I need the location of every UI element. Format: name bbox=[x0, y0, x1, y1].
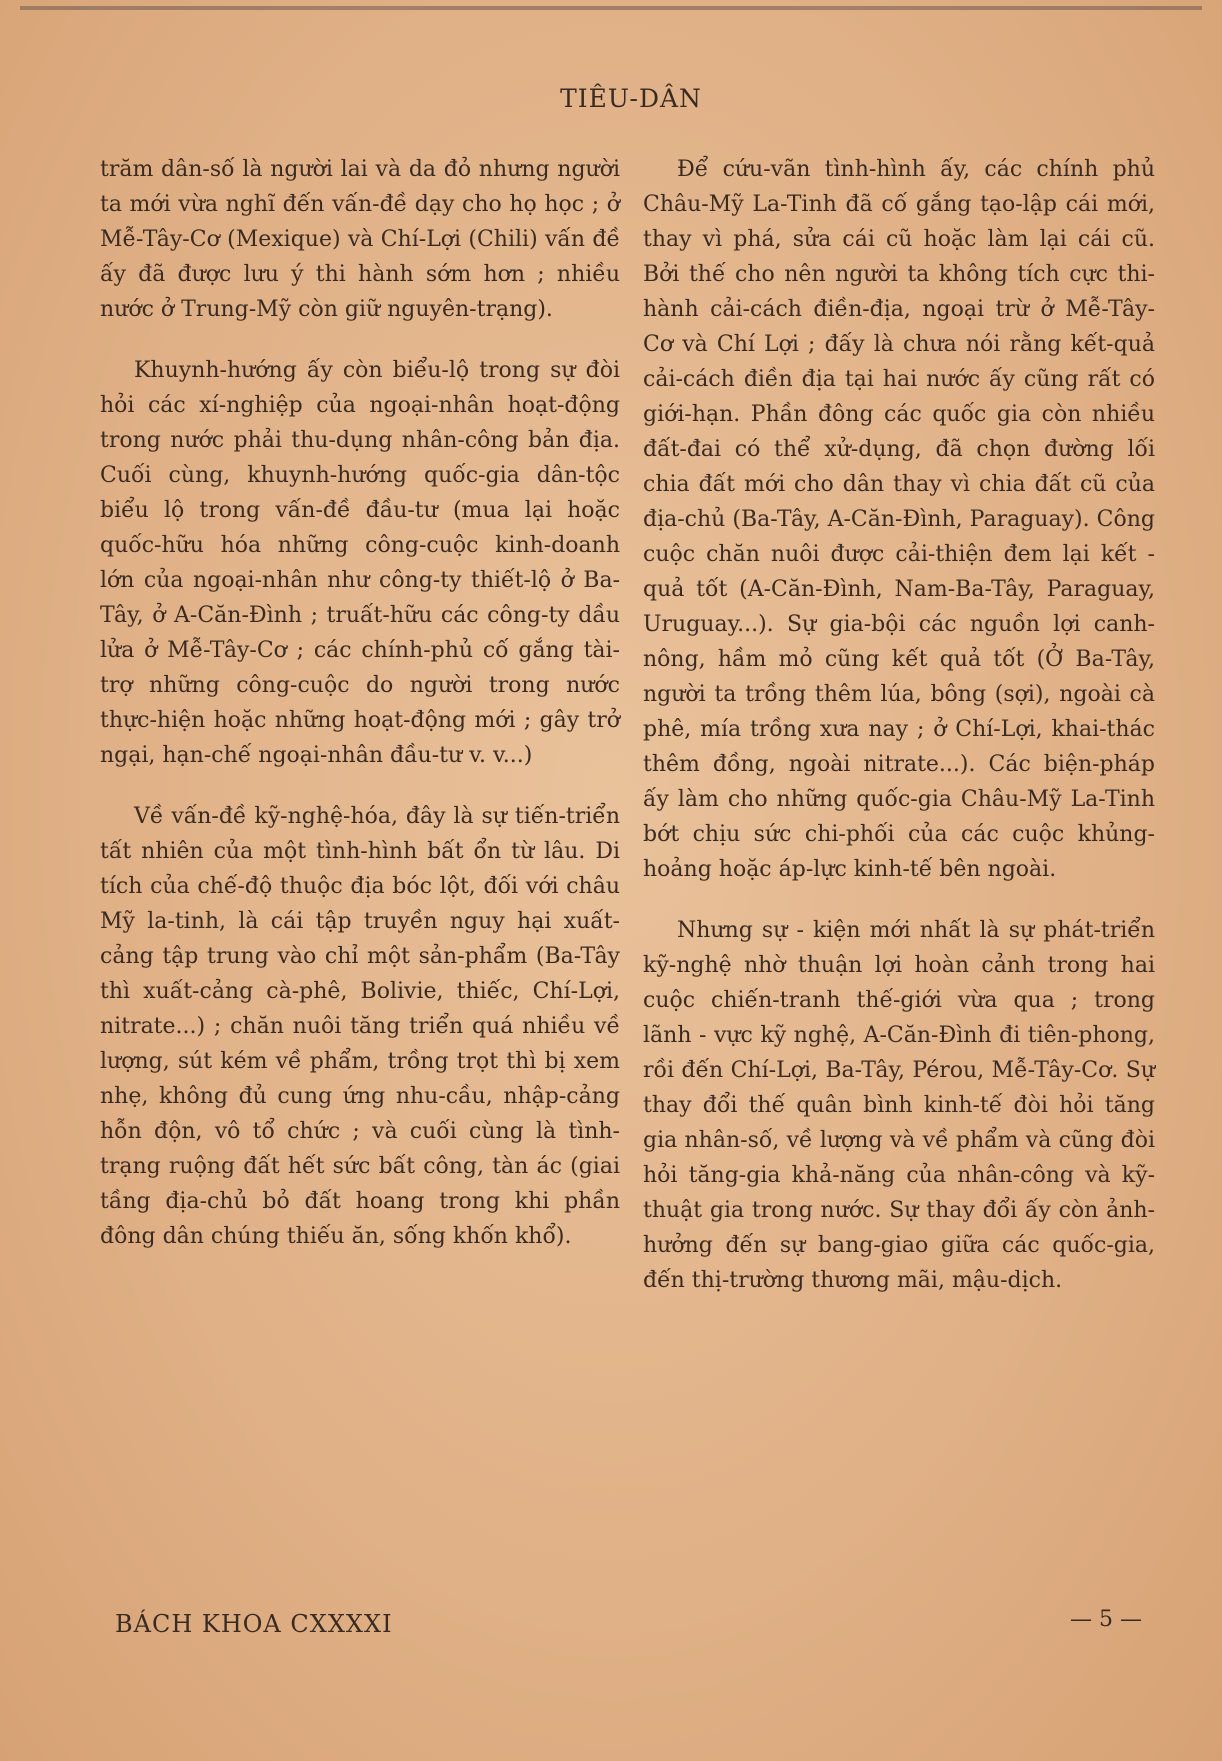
top-border bbox=[20, 6, 1202, 10]
paragraph: trăm dân-số là người lai và da đỏ nhưng người ta mới vừa nghĩ đến vấn-đề dạy cho họ học ; ở Mễ-Tây-Cơ (Mexique) và Chí-Lợi (Chili) vấn đề ấy đã được lưu ý thi hành sớm hơn ; nhiều nước ở Trung-Mỹ còn giữ nguyên-trạng). bbox=[100, 157, 620, 322]
running-header: TIÊU-DÂN bbox=[560, 84, 702, 113]
paragraph: Nhưng sự - kiện mới nhất là sự phát-triển kỹ-nghệ nhờ thuận lợi hoàn cảnh trong hai cuộc chiến-tranh thế-giới vừa qua ; trong lãnh - vực kỹ nghệ, A-Căn-Đình đi tiên-phong, rồi đến Chí-Lợi, Ba-Tây, Pérou, Mễ-Tây-Cơ. Sự thay đổi thế quân bình kinh-tế đòi hỏi tăng gia nhân-số, về lượng và về phẩm và cũng đòi hỏi tăng-gia khả-năng của nhân-công và kỹ-thuật gia trong nước. Sự thay đổi ấy còn ảnh-hưởng đến sự bang-giao giữa các quốc-gia, đến thị-trường thương mãi, mậu-dịch. bbox=[643, 918, 1155, 1293]
paragraph: Khuynh-hướng ấy còn biểu-lộ trong sự đòi hỏi các xí-nghiệp của ngoại-nhân hoạt-động trong nước phải thu-dụng nhân-công bản địa. Cuối cùng, khuynh-hướng quốc-gia dân-tộc biểu lộ trong vấn-đề đầu-tư (mua lại hoặc quốc-hữu hóa những công-cuộc kinh-doanh lớn của ngoại-nhân như công-ty thiết-lộ ở Ba-Tây, ở A-Căn-Đình ; truất-hữu các công-ty dầu lửa ở Mễ-Tây-Cơ ; các chính-phủ cố gắng tài-trợ những công-cuộc do người trong nước thực-hiện hoặc những hoạt-động mới ; gây trở ngại, hạn-chế ngoại-nhân đầu-tư v. v...) bbox=[100, 358, 620, 768]
paragraph: Về vấn-đề kỹ-nghệ-hóa, đây là sự tiến-triển tất nhiên của một tình-hình bất ổn từ lâu. Di tích của chế-độ thuộc địa bóc lột, đối với châu Mỹ la-tinh, là cái tập truyền nguy hại xuất-cảng tập trung vào chỉ một sản-phẩm (Ba-Tây thì xuất-cảng cà-phê, Bolivie, thiếc, Chí-Lợi, nitrate...) ; chăn nuôi tăng triển quá nhiều về lượng, sút kém về phẩm, trồng trọt thì bị xem nhẹ, không đủ cung ứng nhu-cầu, nhập-cảng hỗn độn, vô tổ chức ; và cuối cùng là tình- trạng ruộng đất hết sức bất công, tàn ác (giai tầng địa-chủ bỏ đất hoang trong khi phần đông dân chúng thiếu ăn, sống khốn khổ). bbox=[100, 804, 620, 1249]
publication-footer: BÁCH KHOA CXXXXI bbox=[115, 1610, 393, 1638]
paragraph: Để cứu-vãn tình-hình ấy, các chính phủ Châu-Mỹ La-Tinh đã cố gắng tạo-lập cái mới, thay vì phá, sửa cái cũ hoặc làm lại cái cũ. Bởi thế cho nên người ta không tích cực thi-hành cải-cách điền-địa, ngoại trừ ở Mễ-Tây-Cơ và Chí Lợi ; đấy là chưa nói rằng kết-quả cải-cách điền địa tại hai nước ấy cũng rất có giới-hạn. Phần đông các quốc gia còn nhiều đất-đai có thể xử-dụng, đã chọn đường lối chia đất mới cho dân thay vì chia đất cũ của địa-chủ (Ba-Tây, A-Căn-Đình, Paraguay). Công cuộc chăn nuôi được cải-thiện đem lại kết - quả tốt (A-Căn-Đình, Nam-Ba-Tây, Paraguay, Uruguay...). Sự gia-bội các nguồn lợi canh-nông, hầm mỏ cũng kết quả tốt (Ở Ba-Tây, người ta trồng thêm lúa, bông (sợi), ngoài cà phê, mía trồng xưa nay ; ở Chí-Lợi, khai-thác thêm đồng, ngoài nitrate...). Các biện-pháp ấy làm cho những quốc-gia Châu-Mỹ La-Tinh bớt chịu sức chi-phối của các cuộc khủng-hoảng hoặc áp-lực kinh-tế bên ngoài. bbox=[643, 157, 1155, 882]
page-number: — 5 — bbox=[1070, 1607, 1142, 1632]
left-column bbox=[100, 152, 620, 1280]
right-column bbox=[643, 152, 1155, 1324]
